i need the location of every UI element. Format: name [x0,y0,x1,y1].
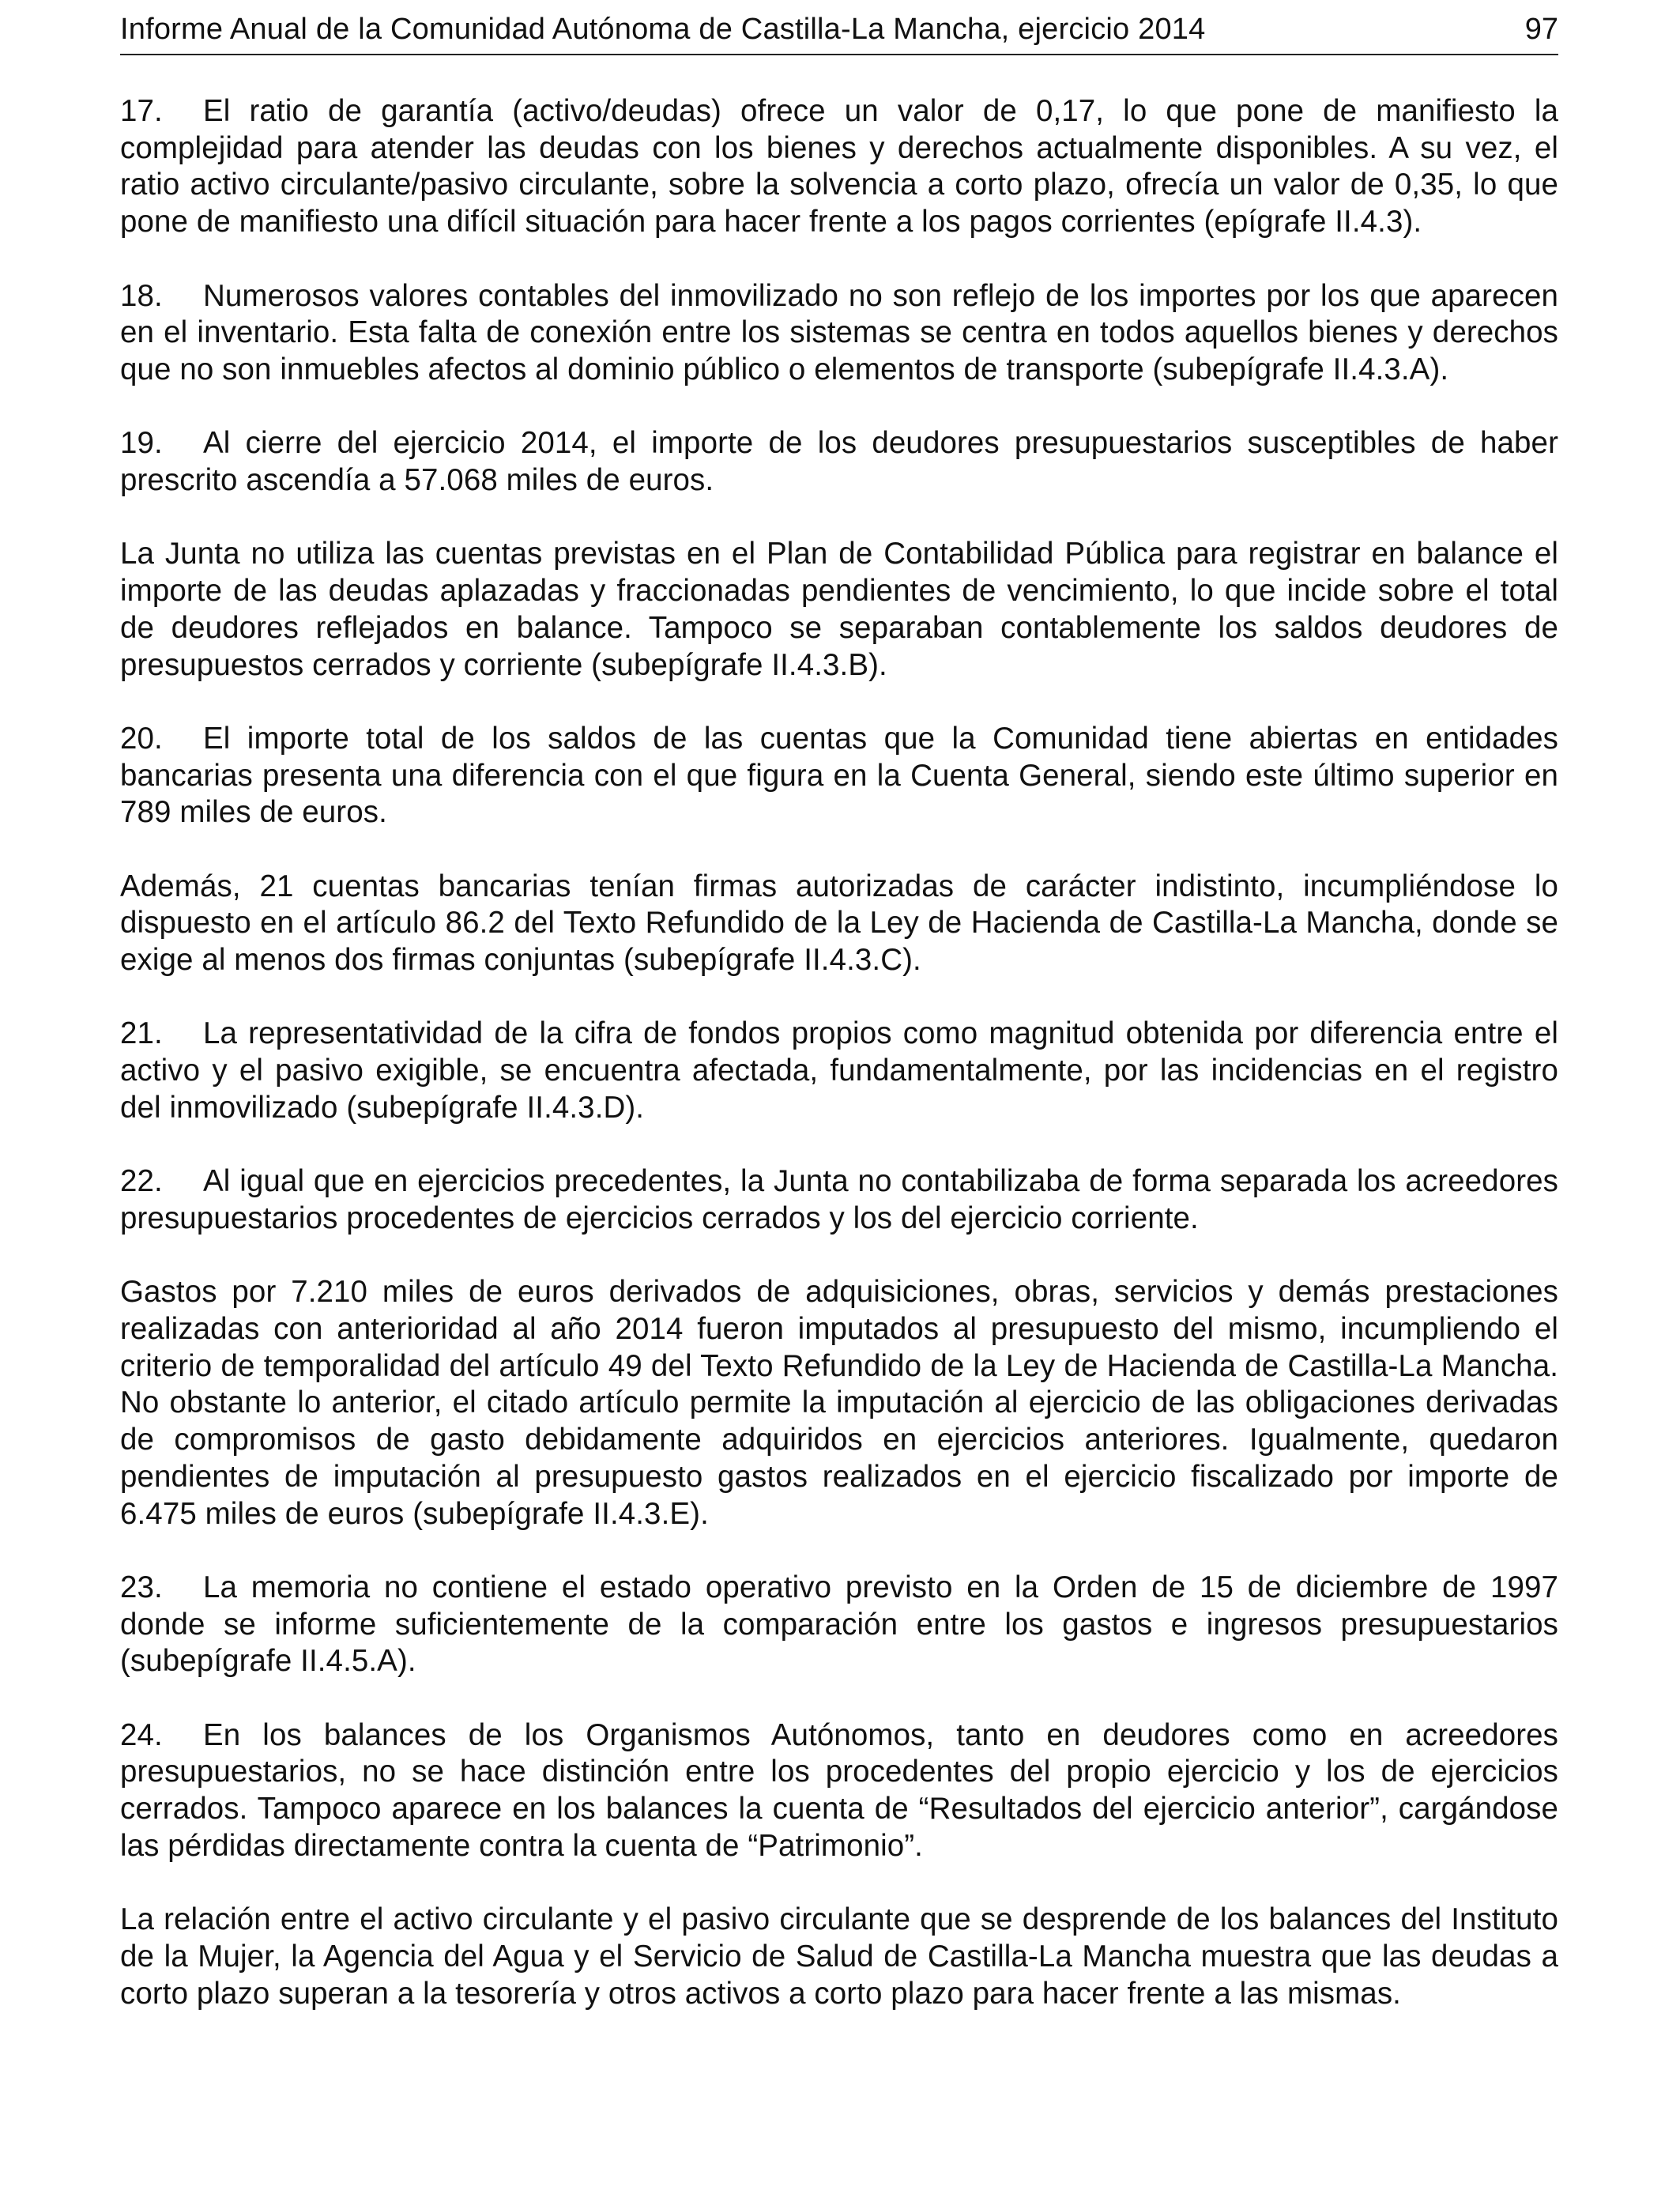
paragraph-text: Gastos por 7.210 miles de euros derivados de adquisiciones, obras, servicios y demás prestaciones realizadas con anterioridad al año 2014 fueron imputados al presupuesto del mismo, incumpliendo el criterio de temporalidad del artículo 49 del Texto Refundido de la Ley de Hacienda de Castilla-La Mancha. No obstante lo anterior, el citado artículo permite la imputación al ejercicio de las obligaciones derivadas de compromisos de gasto debidamente adquiridos en ejercicios anteriores. Igualmente, quedaron pendientes de imputación al presupuesto gastos realizados en el ejercicio fiscalizado por importe de 6.475 miles de euros (subepígrafe II.4.3.E). [120,1275,1558,1531]
paragraph-18 [120,278,1558,389]
paragraph-number: 24. [120,1717,163,1752]
paragraph-text: Al cierre del ejercicio 2014, el importe de los deudores presupuestarios susceptibles de haber prescrito ascendía a 57.068 miles de euros. [120,426,1558,497]
paragraph-text: El ratio de garantía (activo/deudas) ofrece un valor de 0,17, lo que pone de manifiesto la complejidad para atender las deudas con los bienes y derechos actualmente disponibles. A su vez, el ratio activo circulante/pasivo circulante, sobre la solvencia a corto plazo, ofrecía un valor de 0,35, lo que pone de manifiesto una difícil situación para hacer frente a los pagos corrientes (epígrafe II.4.3). [120,94,1558,239]
paragraph-24-continued [120,1902,1558,2012]
paragraph-20-continued [120,869,1558,979]
paragraph-text: La relación entre el activo circulante y el pasivo circulante que se desprende de los balances del Instituto de la Mujer, la Agencia del Agua y el Servicio de Salud de Castilla-La Mancha muestra que las deudas a corto plazo superan a la tesorería y otros activos a corto plazo para hacer frente a las mismas. [120,1902,1558,2011]
paragraph-number: 20. [120,721,163,756]
paragraph-20 [120,721,1558,831]
paragraph-text: Además, 21 cuentas bancarias tenían firmas autorizadas de carácter indistinto, incumpliéndose lo dispuesto en el artículo 86.2 del Texto Refundido de la Ley de Hacienda de Castilla-La Mancha, donde se exige al menos dos firmas conjuntas (subepígrafe II.4.3.C). [120,869,1558,978]
document-body [120,55,1558,2012]
paragraph-number: 18. [120,278,163,313]
paragraph-number: 21. [120,1016,163,1051]
page-number: 97 [1524,13,1558,46]
paragraph-number: 19. [120,426,163,461]
paragraph-text: La representatividad de la cifra de fondos propios como magnitud obtenida por diferencia entre el activo y el pasivo exigible, se encuentra afectada, fundamentalmente, por las incidencias en el registro del inmovilizado (subepígrafe II.4.3.D). [120,1016,1558,1125]
paragraph-19 [120,425,1558,499]
paragraph-number: 23. [120,1570,163,1604]
document-page [120,0,1558,2012]
paragraph-number: 17. [120,94,163,128]
paragraph-text: Al igual que en ejercicios precedentes, la Junta no contabilizaba de forma separada los acreedores presupuestarios procedentes de ejercicios cerrados y los del ejercicio corriente. [120,1164,1558,1235]
paragraph-text: La memoria no contiene el estado operativo previsto en la Orden de 15 de diciembre de 1997 donde se informe suficientemente de la comparación entre los gastos e ingresos presupuestarios (subepígrafe II.4.5.A). [120,1570,1558,1679]
paragraph-text: El importe total de los saldos de las cuentas que la Comunidad tiene abiertas en entidades bancarias presenta una diferencia con el que figura en la Cuenta General, siendo este último superior en 789 miles de euros. [120,721,1558,830]
header-title: Informe Anual de la Comunidad Autónoma de Castilla-La Mancha, ejercicio 2014 [120,13,1206,46]
paragraph-22 [120,1163,1558,1237]
paragraph-23 [120,1570,1558,1680]
paragraph-22-continued [120,1274,1558,1532]
paragraph-number: 22. [120,1164,163,1199]
paragraph-text: Numerosos valores contables del inmovilizado no son reflejo de los importes por los que aparecen en el inventario. Esta falta de conexión entre los sistemas se centra en todos aquellos bienes y derechos que no son inmuebles afectos al dominio público o elementos de transporte (subepígrafe II.4.3.A). [120,278,1558,386]
paragraph-19-continued [120,536,1558,684]
paragraph-17 [120,93,1558,241]
paragraph-text: En los balances de los Organismos Autónomos, tanto en deudores como en acreedores presupuestarios, no se hace distinción entre los procedentes del propio ejercicio y los de ejercicios cerrados. Tampoco aparece en los balances la cuenta de “Resultados del ejercicio anterior”, cargándose las pérdidas directamente contra la cuenta de “Patrimonio”. [120,1717,1558,1863]
paragraph-21 [120,1016,1558,1126]
paragraph-text: La Junta no utiliza las cuentas previstas en el Plan de Contabilidad Pública para registrar en balance el importe de las deudas aplazadas y fraccionadas pendientes de vencimiento, lo que incide sobre el total de deudores reflejados en balance. Tampoco se separaban contablemente los saldos deudores de presupuestos cerrados y corriente (subepígrafe II.4.3.B). [120,537,1558,682]
paragraph-24 [120,1717,1558,1865]
page-header [120,0,1558,55]
